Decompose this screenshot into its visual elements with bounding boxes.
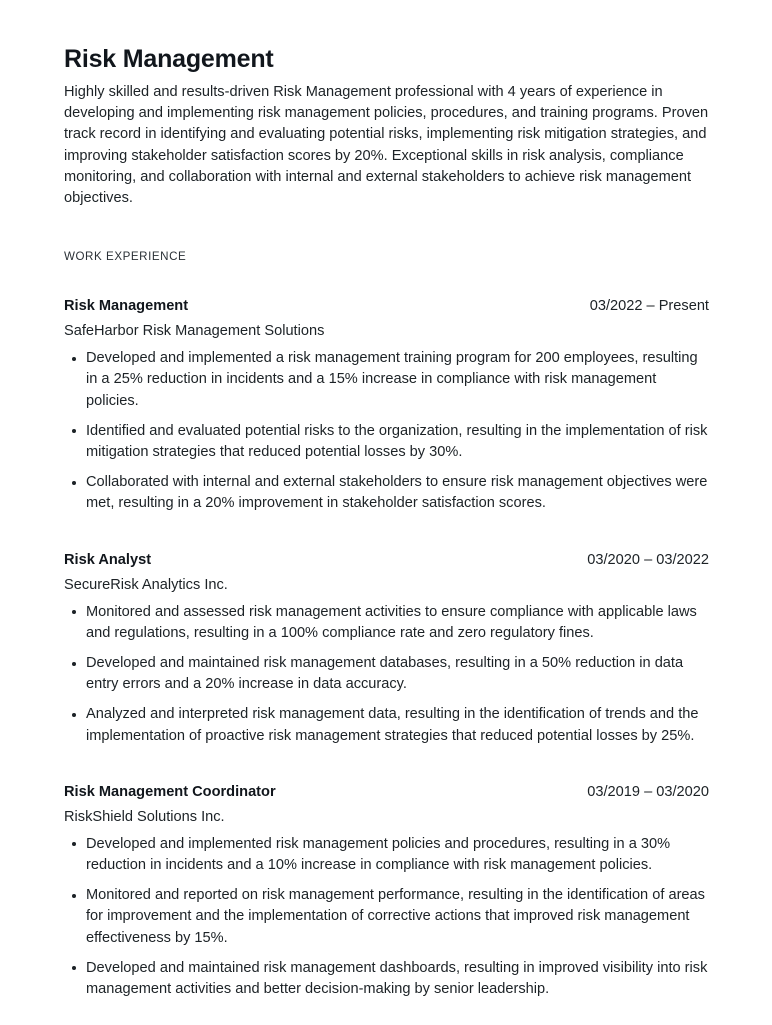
responsibility-list: [64, 348, 709, 514]
list-item-text: Developed and maintained risk management dashboards, resulting in improved visibility into risk management activities and better decision-making by senior leadership.: [86, 959, 708, 998]
list-item-text: Developed and implemented risk management policies and procedures, resulting in a 30% reduction in incidents and a 10% increase in compliance with risk management policies.: [86, 835, 671, 874]
bullet-icon: [72, 842, 76, 846]
list-item: [64, 958, 709, 1000]
section-heading-work-experience: WORK EXPERIENCE: [64, 250, 187, 264]
job-title: Risk Management: [64, 298, 189, 315]
list-item-text: Monitored and reported on risk management performance, resulting in the identification of areas for improvement and the implementation of corrective actions that improved risk management effectiveness by 15%.: [86, 887, 705, 946]
work-experience-section: [64, 250, 709, 1000]
company-name: RiskShield Solutions Inc.: [64, 808, 225, 825]
job-dates: 03/2020 – 03/2022: [587, 551, 709, 568]
job-dates: 03/2022 – Present: [589, 298, 709, 315]
list-item-text: Monitored and assessed risk management activities to ensure compliance with applicable laws and regulations, resulting in a 100% compliance rate and zero regulatory fines.: [86, 603, 697, 641]
responsibility-list: [64, 834, 709, 1000]
list-item: [64, 885, 709, 949]
professional-summary: Highly skilled and results-driven Risk Management professional with 4 years of experience in developing and implementing risk management policies, procedures, and training programs. Proven track record in identifying and evaluating potential risks, implementing risk mitigation strategies, and improving stakeholder satisfaction scores by 20%. Exceptional skills in risk analysis, compliance monitoring, and collaboration with internal and external stakeholders to achieve risk management objectives.: [64, 84, 709, 207]
list-item: [64, 602, 709, 644]
entry-header: [64, 783, 709, 802]
bullet-icon: [72, 481, 76, 485]
list-item: [64, 421, 709, 463]
company-name: SecureRisk Analytics Inc.: [64, 576, 228, 593]
bullet-icon: [72, 713, 76, 717]
bullet-icon: [72, 429, 76, 433]
bullet-icon: [72, 662, 76, 666]
job-dates: 03/2019 – 03/2020: [587, 783, 709, 800]
work-experience-entry: [64, 297, 709, 514]
page-title: Risk Management: [64, 45, 274, 73]
list-item-text: Developed and implemented a risk management training program for 200 employees, resulting in a 25% reduction in incidents and a 15% increase in compliance with risk management policies.: [86, 350, 698, 409]
list-item: [64, 472, 709, 514]
list-item: [64, 348, 709, 412]
entry-header: [64, 297, 709, 316]
bullet-icon: [72, 610, 76, 614]
bullet-icon: [72, 357, 76, 361]
list-item: [64, 704, 709, 746]
entry-header: [64, 551, 709, 570]
work-experience-entry: [64, 783, 709, 1000]
work-experience-entry: [64, 551, 709, 747]
list-item: [64, 653, 709, 695]
job-title: Risk Management Coordinator: [64, 783, 276, 800]
list-item-text: Identified and evaluated potential risks to the organization, resulting in the implementation of risk mitigation strategies that reduced potential losses by 30%.: [86, 422, 708, 461]
bullet-icon: [72, 966, 76, 970]
list-item: [64, 834, 709, 876]
company-name: SafeHarbor Risk Management Solutions: [64, 323, 325, 340]
list-item-text: Analyzed and interpreted risk management data, resulting in the identification of trends and the implementation of proactive risk management strategies that reduced potential losses by 25%.: [86, 706, 699, 744]
responsibility-list: [64, 602, 709, 747]
bullet-icon: [72, 894, 76, 898]
list-item-text: Collaborated with internal and external stakeholders to ensure risk management objectives were met, resulting in a 20% improvement in stakeholder satisfaction scores.: [86, 474, 708, 512]
list-item-text: Developed and maintained risk management databases, resulting in a 50% reduction in data entry errors and a 20% increase in data accuracy.: [86, 655, 684, 693]
job-title: Risk Analyst: [64, 551, 152, 568]
